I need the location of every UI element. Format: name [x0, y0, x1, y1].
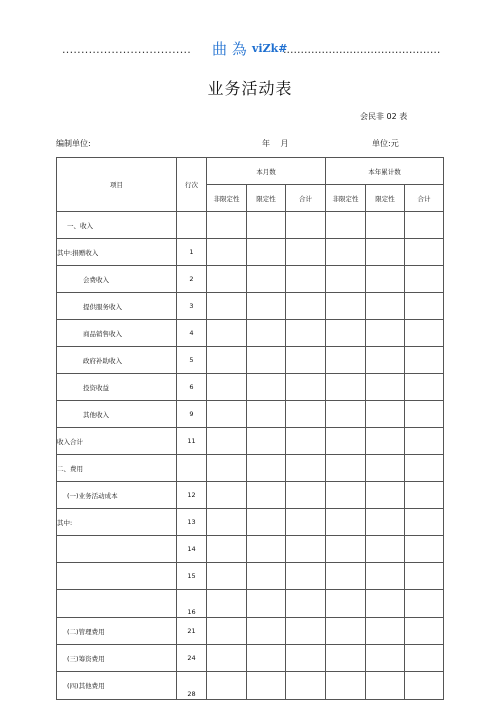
amount-cell — [247, 563, 286, 590]
amount-cell — [207, 482, 247, 509]
row-item-label: 会费收入 — [57, 266, 177, 293]
amount-cell — [405, 374, 444, 401]
amount-cell — [286, 645, 326, 672]
amount-cell — [405, 212, 444, 239]
amount-cell — [247, 509, 286, 536]
amount-cell — [286, 320, 326, 347]
amount-cell — [207, 672, 247, 700]
amount-cell — [207, 401, 247, 428]
amount-cell — [286, 509, 326, 536]
amount-cell — [247, 590, 286, 618]
amount-cell — [405, 347, 444, 374]
header-dots-right: ............................................. — [283, 43, 441, 56]
col-group-current-month: 本月数 — [207, 158, 326, 185]
row-line-number: 16 — [177, 590, 207, 618]
currency-unit-label: 单位:元 — [372, 139, 399, 148]
amount-cell — [366, 482, 405, 509]
amount-cell — [326, 320, 366, 347]
amount-cell — [247, 536, 286, 563]
amount-cell — [405, 401, 444, 428]
row-item-label: 其中:捐赠收入 — [57, 239, 177, 266]
amount-cell — [326, 455, 366, 482]
row-line-number: 9 — [177, 401, 207, 428]
row-line-number: 4 — [177, 320, 207, 347]
row-item-label — [57, 590, 177, 618]
row-item-label: (三)筹资费用 — [57, 645, 177, 672]
amount-cell — [405, 482, 444, 509]
amount-cell — [326, 212, 366, 239]
table-row — [57, 239, 444, 266]
row-item-label: (四)其他费用 — [57, 672, 177, 700]
row-item-label: 商品销售收入 — [57, 320, 177, 347]
amount-cell — [326, 645, 366, 672]
amount-cell — [286, 455, 326, 482]
header-dots-left: .................................. — [62, 43, 192, 56]
amount-cell — [207, 212, 247, 239]
table-row — [57, 563, 444, 590]
row-item-label: 二、费用 — [57, 455, 177, 482]
amount-cell — [405, 239, 444, 266]
amount-cell — [207, 563, 247, 590]
amount-cell — [207, 645, 247, 672]
row-line-number: 13 — [177, 509, 207, 536]
amount-cell — [405, 455, 444, 482]
amount-cell — [286, 563, 326, 590]
amount-cell — [366, 401, 405, 428]
amount-cell — [366, 239, 405, 266]
row-line-number: 14 — [177, 536, 207, 563]
subcol-header: 限定性 — [247, 185, 286, 212]
row-item-label — [57, 563, 177, 590]
amount-cell — [247, 212, 286, 239]
table-row — [57, 320, 444, 347]
amount-cell — [366, 455, 405, 482]
amount-cell — [326, 374, 366, 401]
page-title: 业务活动表 — [207, 79, 293, 98]
amount-cell — [207, 455, 247, 482]
row-item-label: 投资收益 — [57, 374, 177, 401]
amount-cell — [326, 347, 366, 374]
watermark-brand: 曲 為 — [212, 40, 247, 58]
row-item-label: 其中: — [57, 509, 177, 536]
amount-cell — [247, 618, 286, 645]
amount-cell — [286, 590, 326, 618]
table-row — [57, 645, 444, 672]
amount-cell — [326, 482, 366, 509]
amount-cell — [247, 239, 286, 266]
row-line-number: 15 — [177, 563, 207, 590]
amount-cell — [366, 618, 405, 645]
table-row — [57, 347, 444, 374]
amount-cell — [286, 266, 326, 293]
row-line-number: 5 — [177, 347, 207, 374]
amount-cell — [366, 347, 405, 374]
subcol-header: 非限定性 — [207, 185, 247, 212]
amount-cell — [326, 590, 366, 618]
table-row — [57, 374, 444, 401]
row-item-label: 提供服务收入 — [57, 293, 177, 320]
amount-cell — [405, 428, 444, 455]
amount-cell — [366, 428, 405, 455]
col-header-item: 项目 — [57, 158, 177, 212]
amount-cell — [326, 239, 366, 266]
activity-table — [56, 157, 444, 700]
col-header-line: 行次 — [177, 158, 207, 212]
amount-cell — [286, 672, 326, 700]
amount-cell — [366, 563, 405, 590]
amount-cell — [247, 455, 286, 482]
amount-cell — [286, 428, 326, 455]
amount-cell — [366, 672, 405, 700]
amount-cell — [326, 266, 366, 293]
amount-cell — [405, 536, 444, 563]
amount-cell — [207, 428, 247, 455]
amount-cell — [286, 536, 326, 563]
amount-cell — [286, 374, 326, 401]
amount-cell — [207, 320, 247, 347]
amount-cell — [326, 618, 366, 645]
table-row — [57, 590, 444, 618]
row-line-number: 28 — [177, 672, 207, 700]
table-row — [57, 266, 444, 293]
row-item-label: 其他收入 — [57, 401, 177, 428]
amount-cell — [247, 482, 286, 509]
amount-cell — [286, 212, 326, 239]
row-line-number: 3 — [177, 293, 207, 320]
amount-cell — [405, 672, 444, 700]
amount-cell — [207, 590, 247, 618]
row-item-label: 政府补助收入 — [57, 347, 177, 374]
amount-cell — [326, 563, 366, 590]
subcol-header: 合计 — [286, 185, 326, 212]
amount-cell — [247, 374, 286, 401]
row-line-number: 11 — [177, 428, 207, 455]
row-line-number: 2 — [177, 266, 207, 293]
amount-cell — [247, 401, 286, 428]
amount-cell — [247, 428, 286, 455]
amount-cell — [207, 536, 247, 563]
amount-cell — [405, 509, 444, 536]
amount-cell — [247, 293, 286, 320]
amount-cell — [366, 374, 405, 401]
row-line-number — [177, 455, 207, 482]
amount-cell — [286, 293, 326, 320]
subcol-header: 限定性 — [366, 185, 405, 212]
amount-cell — [366, 212, 405, 239]
row-item-label: 一、收入 — [57, 212, 177, 239]
amount-cell — [247, 320, 286, 347]
amount-cell — [207, 266, 247, 293]
amount-cell — [366, 536, 405, 563]
amount-cell — [405, 293, 444, 320]
amount-cell — [405, 590, 444, 618]
row-line-number: 24 — [177, 645, 207, 672]
row-item-label: 收入合计 — [57, 428, 177, 455]
row-line-number: 1 — [177, 239, 207, 266]
amount-cell — [366, 509, 405, 536]
amount-cell — [366, 293, 405, 320]
col-group-year-to-date: 本年累计数 — [326, 158, 444, 185]
row-item-label — [57, 536, 177, 563]
amount-cell — [207, 347, 247, 374]
amount-cell — [326, 509, 366, 536]
amount-cell — [207, 293, 247, 320]
amount-cell — [286, 618, 326, 645]
table-row — [57, 212, 444, 239]
amount-cell — [366, 320, 405, 347]
preparing-unit-label: 编制单位: — [56, 139, 91, 148]
amount-cell — [326, 672, 366, 700]
row-line-number — [177, 212, 207, 239]
row-line-number: 6 — [177, 374, 207, 401]
amount-cell — [405, 618, 444, 645]
amount-cell — [405, 320, 444, 347]
table-row — [57, 428, 444, 455]
amount-cell — [247, 266, 286, 293]
subcol-header: 合计 — [405, 185, 444, 212]
amount-cell — [366, 590, 405, 618]
amount-cell — [366, 645, 405, 672]
amount-cell — [207, 239, 247, 266]
row-line-number: 21 — [177, 618, 207, 645]
amount-cell — [286, 347, 326, 374]
amount-cell — [405, 266, 444, 293]
table-row — [57, 509, 444, 536]
form-code: 会民非 02 表 — [360, 112, 408, 121]
row-line-number: 12 — [177, 482, 207, 509]
table-row — [57, 618, 444, 645]
year-month-label: 年 月 — [262, 139, 289, 148]
table-row — [57, 536, 444, 563]
table-row — [57, 293, 444, 320]
amount-cell — [207, 618, 247, 645]
table-row — [57, 401, 444, 428]
amount-cell — [247, 645, 286, 672]
amount-cell — [286, 401, 326, 428]
amount-cell — [207, 509, 247, 536]
amount-cell — [207, 374, 247, 401]
row-item-label: (一)业务活动成本 — [57, 482, 177, 509]
table-row — [57, 672, 444, 700]
amount-cell — [405, 645, 444, 672]
subcol-header: 非限定性 — [326, 185, 366, 212]
watermark-code: viZk# — [252, 42, 288, 55]
amount-cell — [247, 347, 286, 374]
amount-cell — [326, 536, 366, 563]
amount-cell — [326, 401, 366, 428]
amount-cell — [286, 239, 326, 266]
amount-cell — [326, 293, 366, 320]
amount-cell — [247, 672, 286, 700]
table-row — [57, 455, 444, 482]
row-item-label: (二)管理费用 — [57, 618, 177, 645]
amount-cell — [326, 428, 366, 455]
amount-cell — [366, 266, 405, 293]
table-row — [57, 482, 444, 509]
amount-cell — [286, 482, 326, 509]
amount-cell — [405, 563, 444, 590]
